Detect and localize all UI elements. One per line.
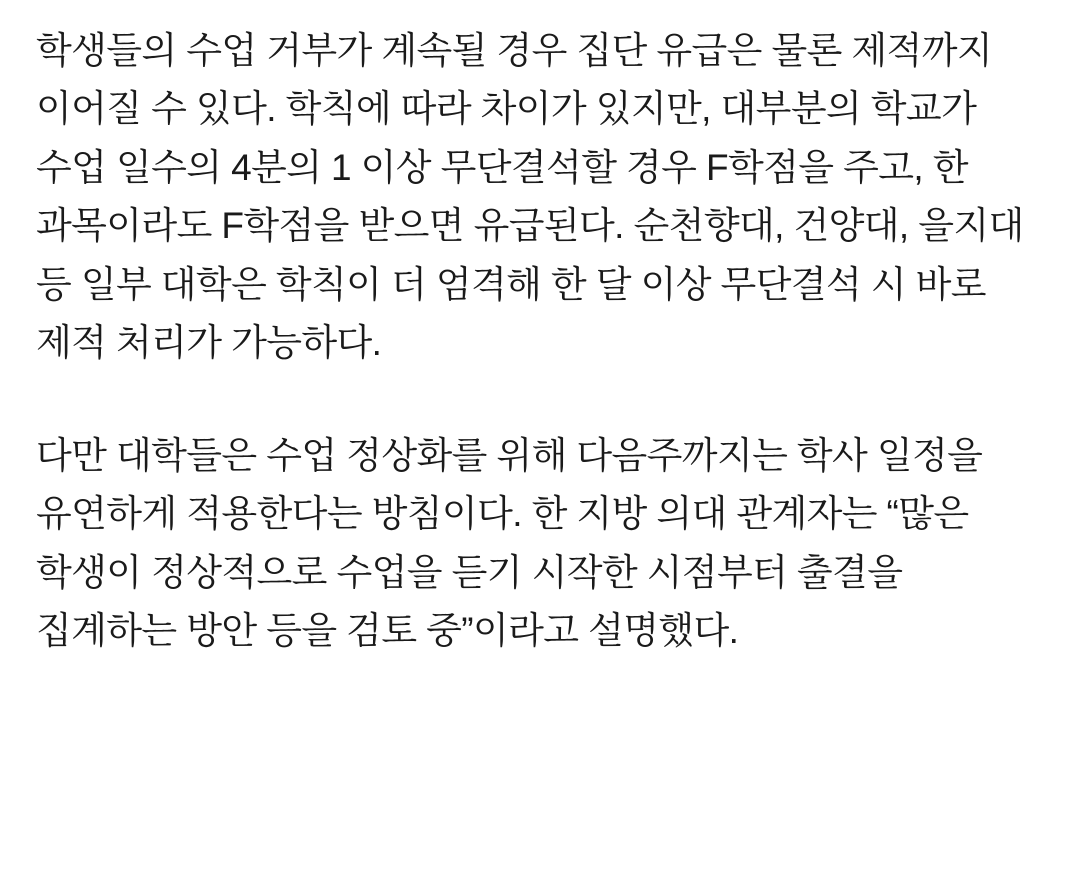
article-paragraph: 학생들의 수업 거부가 계속될 경우 집단 유급은 물론 제적까지 이어질 수 있다. 학칙에 따라 차이가 있지만, 대부분의 학교가 수업 일수의 4분의 1 이상 무단결석할 경우 F학점을 주고, 한 과목이라도 F학점을 받으면 유급된다. 순천향대, 건양대, 을지대 등 일부 대학은 학칙이 더 엄격해 한 달 이상 무단결석 시 바로 제적 처리가 가능하다. xyxy=(36,30,1024,364)
article-paragraph: 다만 대학들은 수업 정상화를 위해 다음주까지는 학사 일정을 유연하게 적용한다는 방침이다. 한 지방 의대 관계자는 “많은 학생이 정상적으로 수업을 듣기 시작한 시점부터 출결을 집계하는 방안 등을 검토 중”이라고 설명했다. xyxy=(36,434,983,652)
